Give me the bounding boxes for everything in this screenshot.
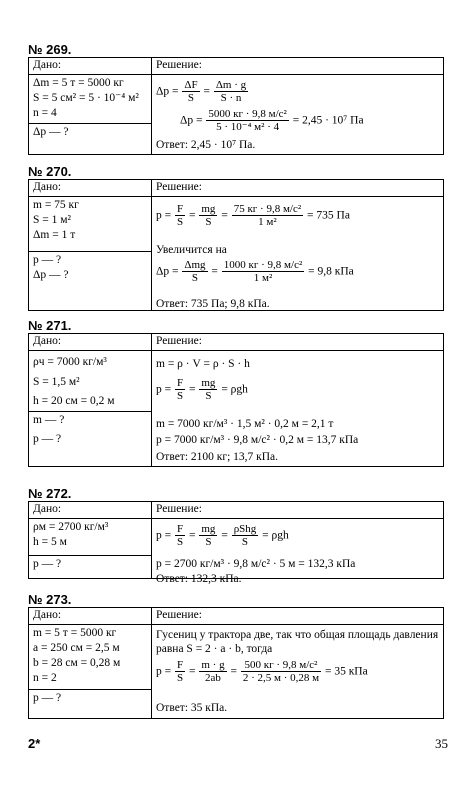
- find-cell: [29, 252, 152, 311]
- given-line: b = 28 см = 0,28 м: [33, 657, 121, 669]
- given-line: ρч = 7000 кг/м³: [33, 356, 107, 368]
- problem-table: [28, 57, 444, 155]
- solution-cell: [152, 519, 444, 585]
- formula: p = $\frac{F}{S}$ = $\frac{mg}{S}$ = ρgh: [156, 377, 248, 402]
- solution-cell: [152, 197, 444, 311]
- given-header: Дано:: [29, 180, 152, 197]
- given-line: Δm = 5 т = 5000 кг: [33, 77, 124, 89]
- find-cell: [29, 690, 152, 719]
- problem-271: [28, 318, 444, 467]
- signature-mark: 2*: [28, 736, 41, 751]
- answer: Ответ: 735 Па; 9,8 кПа.: [156, 298, 270, 310]
- problem-number: № 270.: [28, 164, 72, 179]
- solution-cell: [152, 351, 444, 467]
- solution-line: m = ρ · V = ρ · S · h: [156, 358, 250, 370]
- given-line: ρм = 2700 кг/м³: [33, 521, 109, 533]
- find-line: p — ?: [33, 692, 62, 704]
- problem-number: № 269.: [28, 42, 72, 57]
- solution-header: Решение:: [152, 502, 444, 519]
- given-line: h = 20 см = 0,2 м: [33, 395, 115, 407]
- formula: p = $\frac{F}{S}$ = $\frac{mg}{S}$ = $\frac{\text{ρShg}}{S}$ = ρgh: [156, 523, 289, 548]
- given-line: n = 4: [33, 107, 57, 119]
- find-cell: [29, 412, 152, 467]
- solution-header: Решение:: [152, 180, 444, 197]
- given-line: n = 2: [33, 672, 57, 684]
- problem-269: [28, 42, 444, 155]
- solution-cell: [152, 625, 444, 719]
- problem-number: № 273.: [28, 592, 72, 607]
- solution-text: Гусениц у трактора две, так что общая площадь давления равна S = 2 · a · b, тогда: [156, 629, 439, 655]
- given-cell: [29, 75, 152, 124]
- given-line: S = 1,5 м²: [33, 376, 80, 388]
- formula: Δp = $\frac{\text{5000 кг · 9,8 м/с²}}{\text{5 · 10⁻⁴ м² · 4}}$ = 2,45 · 10⁷ Па: [180, 108, 364, 133]
- solution-line: p = 2700 кг/м³ · 9,8 м/с² · 5 м = 132,3 кПа: [156, 558, 356, 570]
- given-cell: [29, 197, 152, 252]
- find-line: p — ?: [33, 558, 62, 570]
- problem-number: № 271.: [28, 318, 72, 333]
- given-line: a = 250 см = 2,5 м: [33, 642, 120, 654]
- problem-number: № 272.: [28, 486, 72, 501]
- given-line: m = 5 т = 5000 кг: [33, 627, 117, 639]
- page-number: 35: [435, 736, 448, 751]
- problem-table: [28, 501, 444, 585]
- solution-header: Решение:: [152, 608, 444, 625]
- find-cell: [29, 124, 152, 155]
- given-line: h = 5 м: [33, 536, 67, 548]
- solution-line: p = 7000 кг/м³ · 9,8 м/с² · 0,2 м = 13,7 кПа: [156, 434, 359, 446]
- problem-270: [28, 164, 444, 311]
- given-cell: [29, 519, 152, 556]
- problem-table: [28, 607, 444, 719]
- formula: Δp = $\frac{\text{Δmg}}{S}$ = $\frac{\text{1000 кг · 9,8 м/с²}}{\text{1 м²}}$ = 9,8 кПа: [156, 259, 354, 284]
- solution-cell: [152, 75, 444, 155]
- given-header: Дано:: [29, 502, 152, 519]
- given-cell: [29, 351, 152, 412]
- given-line: S = 5 см² = 5 · 10⁻⁴ м²: [33, 92, 139, 104]
- problem-273: [28, 592, 444, 719]
- formula: p = $\frac{F}{S}$ = $\frac{mg}{S}$ = $\frac{\text{75 кг · 9,8 м/с²}}{\text{1 м²}}$ = 735 Па: [156, 203, 350, 228]
- given-header: Дано:: [29, 334, 152, 351]
- formula: p = $\frac{F}{S}$ = $\frac{m \cdot g}{2ab}$ = $\frac{\text{500 кг · 9,8 м/с²}}{2 \cdot 2,5 м \cdot 0,28 м}$ = 35 кПа: [156, 659, 368, 684]
- find-line: Δp — ?: [33, 269, 69, 281]
- find-line: p — ?: [33, 433, 62, 445]
- given-line: S = 1 м²: [33, 214, 71, 226]
- solution-header: Решение:: [152, 58, 444, 75]
- formula: Δp = $\frac{\Delta F}{S}$ = $\frac{\Delta m \cdot g}{S \cdot n}$: [156, 79, 247, 104]
- find-cell: [29, 556, 152, 579]
- problem-table: [28, 333, 444, 467]
- given-line: Δm = 1 т: [33, 229, 76, 241]
- given-header: Дано:: [29, 58, 152, 75]
- solution-line: m = 7000 кг/м³ · 1,5 м² · 0,2 м = 2,1 т: [156, 418, 334, 430]
- answer: Ответ: 35 кПа.: [156, 702, 228, 714]
- problem-table: [28, 179, 444, 311]
- solution-header: Решение:: [152, 334, 444, 351]
- given-header: Дано:: [29, 608, 152, 625]
- answer: Ответ: 132,3 кПа.: [156, 573, 242, 585]
- find-line: p — ?: [33, 254, 62, 266]
- problem-272: [28, 486, 444, 585]
- answer: Ответ: 2100 кг; 13,7 кПа.: [156, 451, 279, 463]
- find-line: Δp — ?: [33, 126, 69, 138]
- answer: Ответ: 2,45 · 10⁷ Па.: [156, 139, 256, 151]
- given-line: m = 75 кг: [33, 199, 79, 211]
- solution-text: Увеличится на: [156, 244, 227, 256]
- find-line: m — ?: [33, 414, 65, 426]
- given-cell: [29, 625, 152, 690]
